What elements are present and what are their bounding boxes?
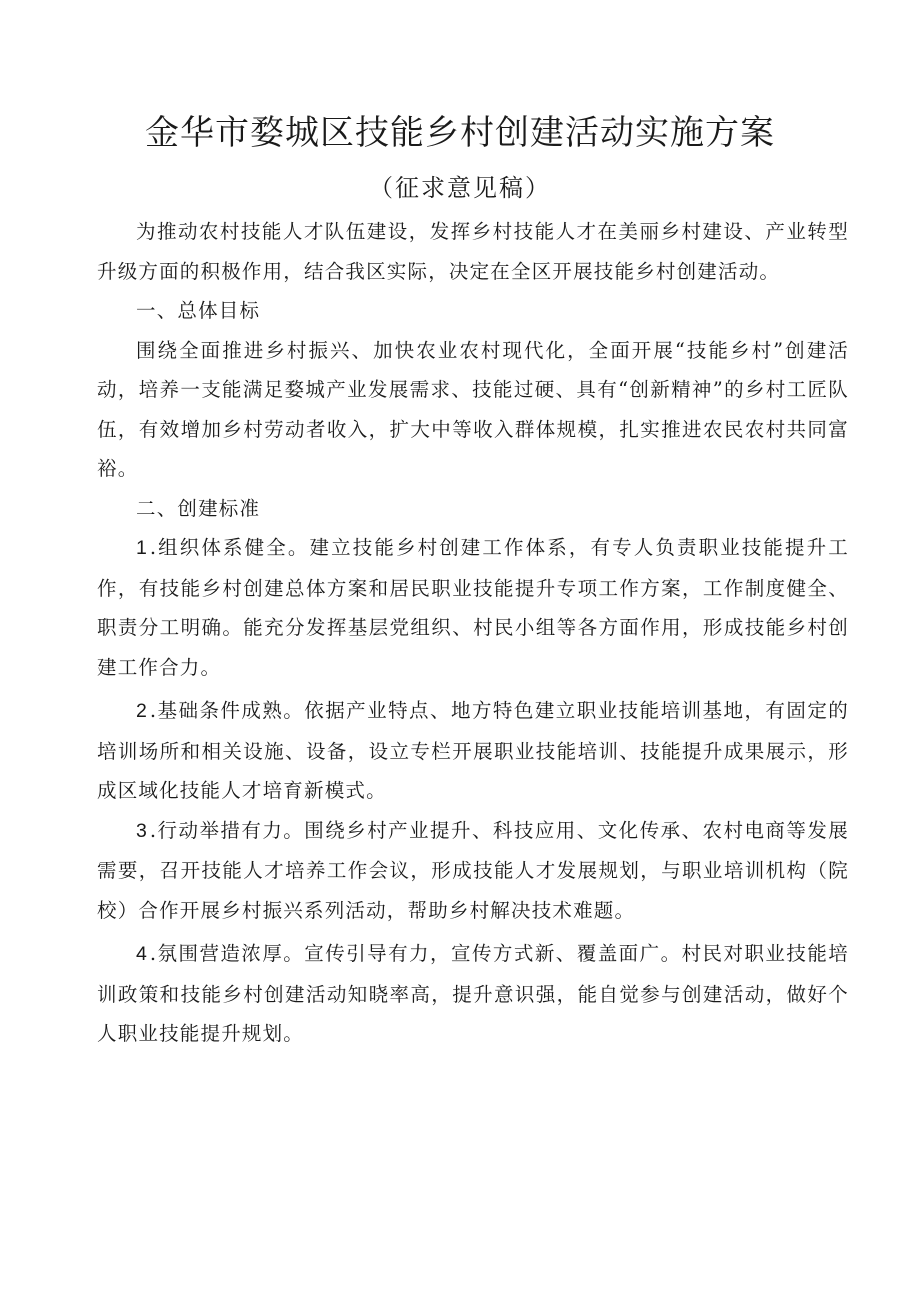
intro-paragraph: 为推动农村技能人才队伍建设，发挥乡村技能人才在美丽乡村建设、产业转型升级方面的积极作用，结合我区实际，决定在全区开展技能乡村创建活动。	[97, 220, 849, 283]
document-title: 金华市婺城区技能乡村创建活动实施方案	[145, 113, 775, 153]
section-heading-goals: 一、总体目标	[136, 299, 261, 322]
standard-item-2	[97, 691, 849, 811]
standard-item-number: 4	[136, 943, 150, 965]
standard-item-number: 1	[136, 537, 150, 559]
document-subtitle: （征求意见稿）	[369, 174, 551, 202]
document-body	[97, 212, 849, 1054]
standard-item-number: 3	[136, 819, 150, 842]
standard-item-text: .氛围营造浓厚。宣传引导有力，宣传方式新、覆盖面广。村民对职业技能培训政策和技能乡村创建活动知晓率高，提升意识强，能自觉参与创建活动，做好个人职业技能提升规划。	[97, 942, 849, 1045]
section-heading-standards: 二、创建标准	[136, 496, 261, 520]
standard-item-3	[97, 811, 849, 931]
goals-paragraph: 围绕全面推进乡村振兴、加快农业农村现代化，全面开展“技能乡村”创建活动，培养一支能满足婺城产业发展需求、技能过硬、具有“创新精神”的乡村工匠队伍，有效增加乡村劳动者收入，扩大中等收入群体规模，扎实推进农民农村共同富裕。	[97, 338, 849, 480]
standard-item-text: .组织体系健全。建立技能乡村创建工作体系，有专人负责职业技能提升工作，有技能乡村创建总体方案和居民职业技能提升专项工作方案，工作制度健全、职责分工明确。能充分发挥基层党组织、村民小组等各方面作用，形成技能乡村创建工作合力。	[97, 536, 849, 679]
standard-item-text: .行动举措有力。围绕乡村产业提升、科技应用、文化传承、农村电商等发展需要，召开技能人才培养工作会议，形成技能人才发展规划，与职业培训机构（院校）合作开展乡村振兴系列活动，帮助乡村解决技术难题。	[97, 818, 849, 922]
standard-item-1	[97, 528, 849, 687]
standard-item-text: .基础条件成熟。依据产业特点、地方特色建立职业技能培训基地，有固定的培训场所和相关设施、设备，设立专栏开展职业技能培训、技能提升成果展示，形成区域化技能人才培育新模式。	[97, 699, 849, 802]
standard-item-4	[97, 934, 849, 1054]
standard-item-number: 2	[136, 700, 150, 722]
